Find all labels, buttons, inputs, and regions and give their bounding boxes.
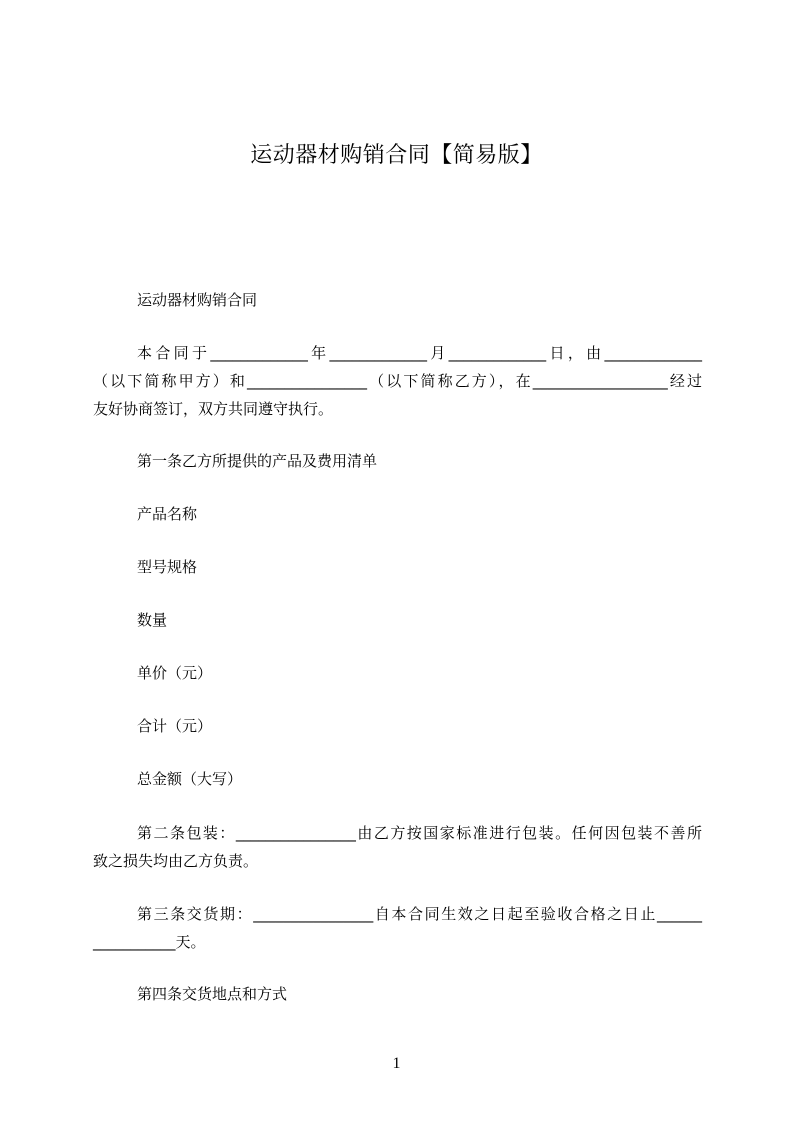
- item-unit-price: 单价（元）: [137, 664, 213, 682]
- page-number: 1: [392, 1055, 401, 1072]
- article-2-line-1: 第二条包装：________________由乙方按国家标准进行包装。任何因包装不善所: [137, 824, 702, 842]
- article-2-line-2: 致之损失均由乙方负责。: [93, 852, 259, 870]
- item-subtotal: 合计（元）: [137, 717, 213, 735]
- item-product-name: 产品名称: [137, 505, 198, 523]
- item-quantity: 数量: [137, 611, 168, 629]
- contract-heading: 运动器材购销合同: [137, 291, 258, 309]
- item-model-spec: 型号规格: [137, 558, 198, 576]
- intro-line-1: 本合同于_____________年_____________月_____________日，由_____________: [137, 344, 702, 362]
- article-3-line-2: ___________天。: [93, 933, 206, 951]
- article-1-title: 第一条乙方所提供的产品及费用清单: [137, 452, 378, 470]
- article-3-line-1: 第三条交货期：________________自本合同生效之日起至验收合格之日止______: [137, 905, 702, 923]
- intro-line-3: 友好协商签订，双方共同遵守执行。: [93, 400, 334, 418]
- article-4-title: 第四条交货地点和方式: [137, 985, 288, 1003]
- item-total-amount: 总金额（大写）: [137, 770, 243, 788]
- intro-line-2: （以下简称甲方）和________________（以下简称乙方），在__________________经过: [93, 372, 702, 390]
- document-title: 运动器材购销合同【简易版】: [250, 143, 543, 168]
